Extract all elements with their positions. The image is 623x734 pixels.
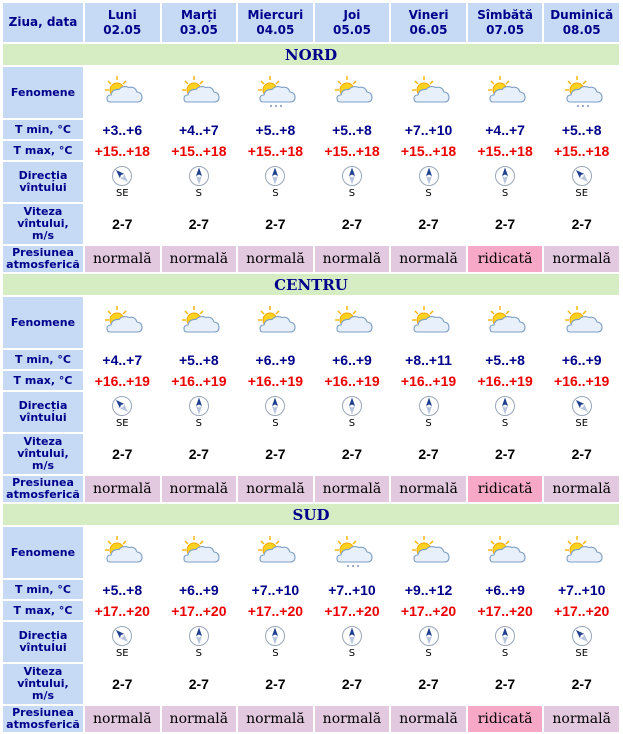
wind-speed-cell: 2-7 — [85, 204, 160, 244]
partly-cloudy-icon — [98, 73, 146, 113]
row-label-text: T max, °C — [13, 603, 73, 617]
row-label-text: atmosferică — [6, 718, 80, 731]
weather-cell — [85, 297, 160, 348]
wind-direction-text: S — [348, 188, 356, 199]
partly-cloudy-icon — [328, 303, 376, 343]
wind-direction-cell — [468, 392, 543, 432]
pressure-cell: normală — [315, 706, 390, 732]
tmin-cell: +4..+7 — [468, 120, 543, 139]
wind-speed-cell: 2-7 — [85, 664, 160, 704]
pressure-cell: normală — [162, 476, 237, 502]
wind-speed-cell: 2-7 — [238, 664, 313, 704]
row-label-text: T min, °C — [15, 582, 71, 596]
weather-cell — [85, 67, 160, 118]
day-date: 05.05 — [332, 22, 371, 37]
tmax-cell: +15..+18 — [544, 141, 619, 160]
day-header — [315, 3, 390, 42]
tmax-cell: +15..+18 — [85, 141, 160, 160]
weather-cell — [468, 297, 543, 348]
pressure-cell: ridicată — [468, 476, 543, 502]
wind-compass-icon — [162, 165, 237, 187]
wind-compass-icon — [238, 165, 313, 187]
day-header — [468, 3, 543, 42]
weather-cell — [238, 67, 313, 118]
pressure-cell: normală — [391, 476, 466, 502]
wind-direction-cell — [544, 162, 619, 202]
tmax-cell: +16..+19 — [238, 371, 313, 390]
wind-compass-icon — [315, 625, 390, 647]
tmin-cell: +5..+8 — [468, 350, 543, 369]
wind-direction-text: S — [272, 648, 279, 659]
partly-cloudy-icon — [251, 533, 299, 573]
tmax-cell: +15..+18 — [162, 141, 237, 160]
partly-cloudy-icon — [405, 303, 453, 343]
day-name: Luni — [107, 7, 137, 22]
pressure-cell: normală — [315, 476, 390, 502]
partly-cloudy-icon — [558, 533, 606, 573]
wind-direction-row — [3, 162, 619, 202]
tmax-cell: +16..+19 — [391, 371, 466, 390]
wind-speed-row — [3, 204, 619, 244]
partly-cloudy-icon — [98, 303, 146, 343]
day-name: Marți — [180, 7, 217, 22]
weather-cell — [315, 527, 390, 578]
row-label — [3, 204, 83, 244]
pressure-cell: ridicată — [468, 246, 543, 272]
day-date: 07.05 — [486, 22, 525, 37]
row-label — [3, 434, 83, 474]
wind-speed-cell: 2-7 — [468, 664, 543, 704]
partly-cloudy-icon — [175, 73, 223, 113]
weather-cell — [238, 527, 313, 578]
tmax-cell: +17..+20 — [162, 601, 237, 620]
tmax-row — [3, 601, 619, 620]
tmin-cell: +5..+8 — [315, 120, 390, 139]
wind-speed-cell: 2-7 — [162, 204, 237, 244]
row-label-text: Direcția — [18, 169, 68, 182]
tmin-row — [3, 120, 619, 139]
tmax-row — [3, 141, 619, 160]
row-label — [3, 476, 83, 502]
day-header — [544, 3, 619, 42]
wind-direction-cell — [162, 392, 237, 432]
wind-direction-cell — [162, 622, 237, 662]
wind-direction-text: S — [348, 418, 356, 429]
weather-cell — [468, 67, 543, 118]
partly-cloudy-icon — [251, 303, 299, 343]
wind-direction-cell — [391, 622, 466, 662]
wind-speed-cell: 2-7 — [85, 434, 160, 474]
wind-direction-cell — [315, 162, 390, 202]
wind-compass-icon — [468, 165, 543, 187]
row-label-text: Viteza — [23, 665, 63, 678]
row-label — [3, 706, 83, 732]
wind-direction-text: S — [348, 648, 356, 659]
wind-direction-cell — [544, 392, 619, 432]
wind-compass-icon — [544, 165, 619, 187]
wind-direction-cell — [85, 162, 160, 202]
pressure-cell: normală — [238, 246, 313, 272]
weather-cell — [162, 67, 237, 118]
wind-compass-icon — [238, 395, 313, 417]
weather-cell — [85, 527, 160, 578]
row-label — [3, 371, 83, 390]
row-label-text: vîntului — [19, 181, 67, 194]
row-label-text: m/s — [31, 229, 55, 242]
row-label-text: Viteza — [23, 435, 63, 448]
partly-cloudy-icon — [405, 73, 453, 113]
tmax-cell: +16..+19 — [162, 371, 237, 390]
wind-speed-cell: 2-7 — [544, 664, 619, 704]
wind-compass-icon — [544, 395, 619, 417]
day-header — [85, 3, 160, 42]
wind-speed-cell: 2-7 — [238, 204, 313, 244]
row-label-text: atmosferică — [6, 258, 80, 271]
wind-compass-icon — [544, 625, 619, 647]
row-label — [3, 580, 83, 599]
row-label-text: Viteza — [23, 205, 63, 218]
weather-cell — [391, 297, 466, 348]
wind-speed-cell: 2-7 — [162, 664, 237, 704]
pressure-cell: normală — [85, 706, 160, 732]
row-label — [3, 622, 83, 662]
tmin-cell: +6..+9 — [468, 580, 543, 599]
region-header-row — [3, 274, 619, 295]
phenomena-row — [3, 67, 619, 118]
wind-speed-row — [3, 664, 619, 704]
wind-direction-cell — [468, 162, 543, 202]
partly-cloudy-light-rain-icon — [251, 73, 299, 113]
pressure-cell: normală — [238, 706, 313, 732]
wind-compass-icon — [85, 165, 160, 187]
wind-direction-text: S — [195, 418, 203, 429]
weather-cell — [238, 297, 313, 348]
region-header-row — [3, 44, 619, 65]
region-title: SUD — [3, 504, 619, 525]
row-label-text: Fenomene — [10, 85, 76, 99]
partly-cloudy-icon — [328, 73, 376, 113]
wind-compass-icon — [162, 625, 237, 647]
row-label — [3, 297, 83, 348]
row-label-text: Presiunea — [12, 706, 74, 719]
wind-compass-icon — [468, 625, 543, 647]
wind-direction-cell — [85, 622, 160, 662]
wind-compass-icon — [468, 395, 543, 417]
tmax-cell: +17..+20 — [85, 601, 160, 620]
row-label — [3, 162, 83, 202]
wind-speed-cell: 2-7 — [315, 434, 390, 474]
row-label-text: Fenomene — [10, 545, 76, 559]
phenomena-row — [3, 527, 619, 578]
row-label-text: vîntului — [19, 411, 67, 424]
tmax-cell: +15..+18 — [315, 141, 390, 160]
wind-speed-cell: 2-7 — [544, 434, 619, 474]
day-header — [238, 3, 313, 42]
tmin-cell: +4..+7 — [162, 120, 237, 139]
wind-compass-icon — [85, 625, 160, 647]
day-name: Duminică — [550, 7, 614, 22]
day-header — [391, 3, 466, 42]
wind-speed-row — [3, 434, 619, 474]
wind-direction-text: SE — [575, 418, 589, 429]
row-label-text: Presiunea — [12, 246, 74, 259]
tmin-cell: +7..+10 — [238, 580, 313, 599]
pressure-cell: normală — [85, 476, 160, 502]
wind-speed-cell: 2-7 — [315, 664, 390, 704]
row-label-text: vîntului, — [17, 217, 69, 230]
tmin-row — [3, 580, 619, 599]
partly-cloudy-icon — [481, 73, 529, 113]
wind-direction-cell — [544, 622, 619, 662]
wind-compass-icon — [238, 625, 313, 647]
partly-cloudy-icon — [405, 533, 453, 573]
pressure-cell: ridicată — [468, 706, 543, 732]
row-label-text: T max, °C — [13, 373, 73, 387]
weather-cell — [544, 527, 619, 578]
partly-cloudy-icon — [481, 533, 529, 573]
tmin-cell: +5..+8 — [544, 120, 619, 139]
row-label-text: Fenomene — [10, 315, 76, 329]
wind-direction-text: S — [425, 188, 432, 199]
wind-speed-cell: 2-7 — [315, 204, 390, 244]
partly-cloudy-icon — [558, 303, 606, 343]
day-header — [162, 3, 237, 42]
wind-direction-text: S — [425, 648, 432, 659]
partly-cloudy-light-rain-icon — [558, 73, 606, 113]
row-label-text: atmosferică — [6, 488, 80, 501]
wind-speed-cell: 2-7 — [162, 434, 237, 474]
pressure-row — [3, 246, 619, 272]
tmax-cell: +17..+20 — [544, 601, 619, 620]
row-label — [3, 67, 83, 118]
day-name: Joi — [343, 7, 361, 22]
weather-cell — [544, 67, 619, 118]
row-label-text: vîntului, — [17, 677, 69, 690]
tmax-cell: +16..+19 — [544, 371, 619, 390]
weather-cell — [315, 67, 390, 118]
day-name: Vineri — [408, 7, 449, 22]
wind-direction-text: S — [272, 188, 279, 199]
wind-compass-icon — [315, 165, 390, 187]
row-label-text: T max, °C — [13, 143, 73, 157]
day-date: 08.05 — [562, 22, 601, 37]
day-name: Sîmbătă — [477, 7, 533, 22]
wind-direction-text: S — [195, 648, 203, 659]
region-title: NORD — [3, 44, 619, 65]
wind-speed-cell: 2-7 — [391, 434, 466, 474]
pressure-cell: normală — [544, 706, 619, 732]
row-label — [3, 664, 83, 704]
partly-cloudy-light-rain-icon — [328, 533, 376, 573]
row-label — [3, 141, 83, 160]
wind-direction-text: SE — [115, 418, 129, 429]
tmax-cell: +15..+18 — [391, 141, 466, 160]
wind-direction-cell — [315, 392, 390, 432]
wind-direction-text: S — [272, 418, 279, 429]
row-label-text: T min, °C — [15, 122, 71, 136]
header-row — [3, 3, 619, 42]
wind-direction-cell — [391, 162, 466, 202]
row-label — [3, 120, 83, 139]
wind-direction-text: S — [425, 418, 432, 429]
day-date: 03.05 — [179, 22, 218, 37]
tmin-cell: +9..+12 — [391, 580, 466, 599]
tmin-cell: +5..+8 — [85, 580, 160, 599]
row-label — [3, 350, 83, 369]
pressure-cell: normală — [391, 246, 466, 272]
row-label — [3, 246, 83, 272]
weather-cell — [162, 297, 237, 348]
region-title: CENTRU — [3, 274, 619, 295]
pressure-cell: normală — [162, 246, 237, 272]
weather-cell — [391, 67, 466, 118]
tmin-row — [3, 350, 619, 369]
wind-direction-text: SE — [575, 648, 589, 659]
tmin-cell: +5..+8 — [238, 120, 313, 139]
wind-direction-cell — [238, 162, 313, 202]
weather-cell — [544, 297, 619, 348]
corner-label: Ziua, data — [3, 3, 83, 42]
day-name: Miercuri — [247, 7, 304, 22]
tmin-cell: +7..+10 — [315, 580, 390, 599]
tmin-cell: +6..+9 — [238, 350, 313, 369]
wind-direction-text: S — [195, 188, 203, 199]
tmin-cell: +6..+9 — [544, 350, 619, 369]
weather-cell — [391, 527, 466, 578]
day-date: 04.05 — [256, 22, 295, 37]
wind-speed-cell: 2-7 — [391, 204, 466, 244]
forecast-table — [1, 1, 621, 734]
tmax-row — [3, 371, 619, 390]
pressure-row — [3, 706, 619, 732]
wind-direction-cell — [238, 622, 313, 662]
wind-direction-row — [3, 392, 619, 432]
wind-speed-cell: 2-7 — [238, 434, 313, 474]
wind-compass-icon — [315, 395, 390, 417]
tmax-cell: +15..+18 — [238, 141, 313, 160]
tmin-cell: +7..+10 — [391, 120, 466, 139]
tmax-cell: +16..+19 — [468, 371, 543, 390]
wind-compass-icon — [85, 395, 160, 417]
wind-direction-text: S — [501, 648, 509, 659]
tmax-cell: +15..+18 — [468, 141, 543, 160]
tmin-cell: +6..+9 — [162, 580, 237, 599]
row-label-text: m/s — [31, 459, 55, 472]
tmin-cell: +3..+6 — [85, 120, 160, 139]
tmax-cell: +17..+20 — [391, 601, 466, 620]
pressure-cell: normală — [85, 246, 160, 272]
row-label-text: m/s — [31, 689, 55, 702]
pressure-cell: normală — [544, 476, 619, 502]
wind-compass-icon — [391, 625, 466, 647]
wind-direction-cell — [468, 622, 543, 662]
wind-speed-cell: 2-7 — [468, 204, 543, 244]
tmin-cell: +7..+10 — [544, 580, 619, 599]
pressure-row — [3, 476, 619, 502]
wind-compass-icon — [391, 395, 466, 417]
wind-direction-cell — [162, 162, 237, 202]
tmin-cell: +4..+7 — [85, 350, 160, 369]
wind-direction-text: SE — [575, 188, 589, 199]
row-label-text: Direcția — [18, 629, 68, 642]
wind-direction-text: S — [501, 188, 509, 199]
wind-compass-icon — [391, 165, 466, 187]
weather-cell — [315, 297, 390, 348]
pressure-cell: normală — [315, 246, 390, 272]
partly-cloudy-icon — [175, 533, 223, 573]
tmax-cell: +16..+19 — [315, 371, 390, 390]
tmin-cell: +5..+8 — [162, 350, 237, 369]
partly-cloudy-icon — [481, 303, 529, 343]
partly-cloudy-icon — [98, 533, 146, 573]
row-label — [3, 527, 83, 578]
row-label-text: vîntului — [19, 641, 67, 654]
wind-direction-text: SE — [115, 648, 129, 659]
tmax-cell: +17..+20 — [238, 601, 313, 620]
region-header-row — [3, 504, 619, 525]
row-label-text: T min, °C — [15, 352, 71, 366]
pressure-cell: normală — [544, 246, 619, 272]
tmax-cell: +17..+20 — [315, 601, 390, 620]
row-label — [3, 392, 83, 432]
tmin-cell: +6..+9 — [315, 350, 390, 369]
day-date: 02.05 — [103, 22, 142, 37]
row-label-text: Direcția — [18, 399, 68, 412]
wind-direction-cell — [315, 622, 390, 662]
wind-speed-cell: 2-7 — [391, 664, 466, 704]
wind-direction-text: S — [501, 418, 509, 429]
weather-cell — [162, 527, 237, 578]
wind-direction-text: SE — [115, 188, 129, 199]
wind-direction-cell — [391, 392, 466, 432]
wind-speed-cell: 2-7 — [468, 434, 543, 474]
wind-direction-cell — [85, 392, 160, 432]
wind-speed-cell: 2-7 — [544, 204, 619, 244]
pressure-cell: normală — [162, 706, 237, 732]
phenomena-row — [3, 297, 619, 348]
tmax-cell: +16..+19 — [85, 371, 160, 390]
row-label-text: vîntului, — [17, 447, 69, 460]
wind-direction-row — [3, 622, 619, 662]
weather-cell — [468, 527, 543, 578]
partly-cloudy-icon — [175, 303, 223, 343]
wind-direction-cell — [238, 392, 313, 432]
pressure-cell: normală — [391, 706, 466, 732]
day-date: 06.05 — [409, 22, 448, 37]
pressure-cell: normală — [238, 476, 313, 502]
wind-compass-icon — [162, 395, 237, 417]
tmax-cell: +17..+20 — [468, 601, 543, 620]
row-label-text: Presiunea — [12, 476, 74, 489]
row-label — [3, 601, 83, 620]
tmin-cell: +8..+11 — [391, 350, 466, 369]
